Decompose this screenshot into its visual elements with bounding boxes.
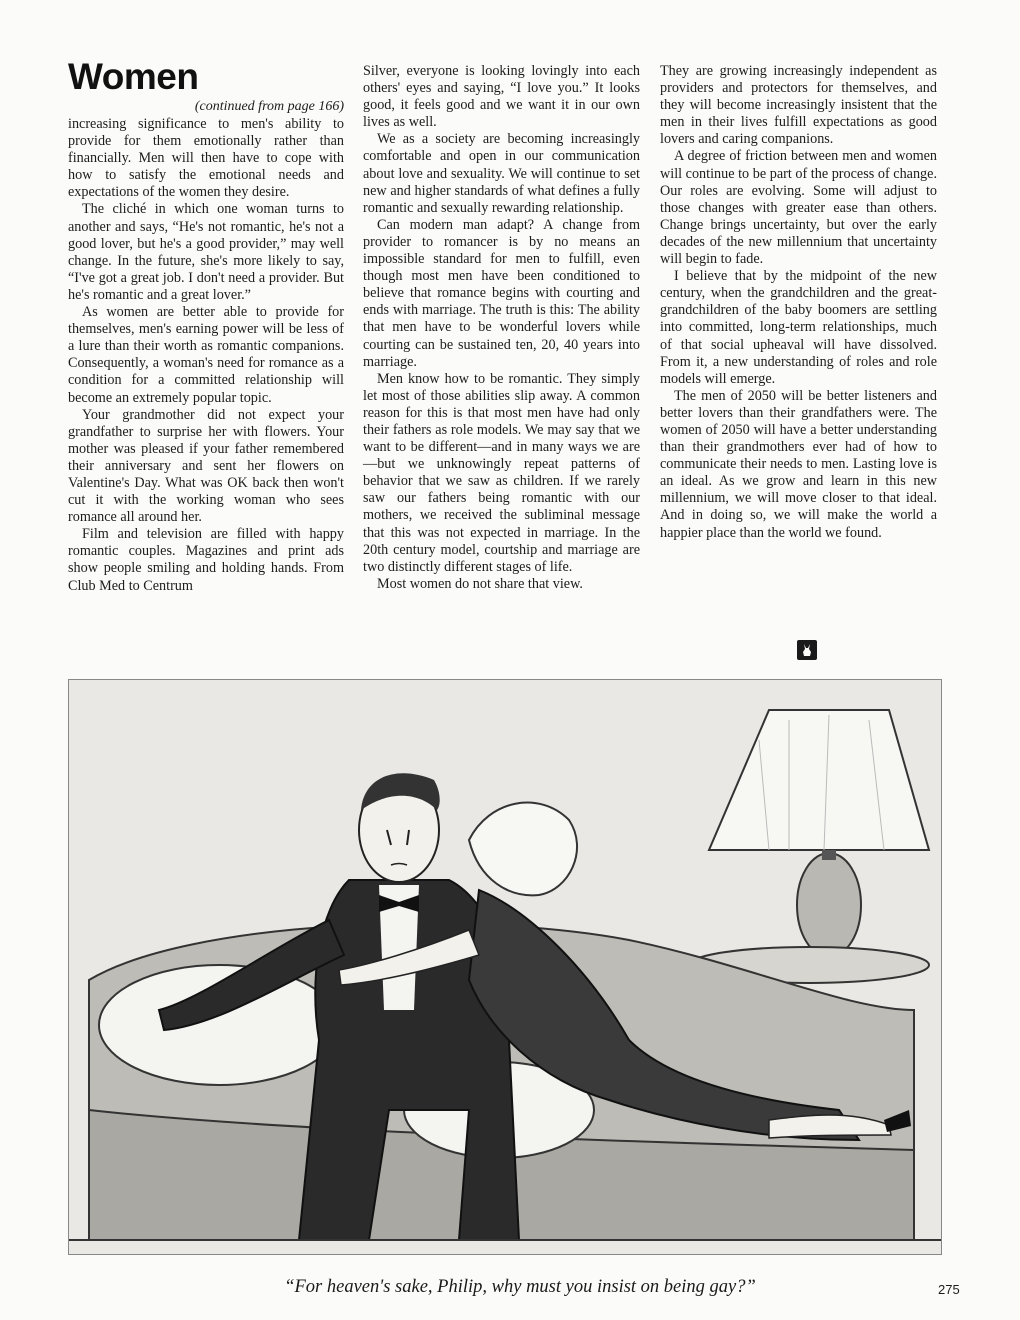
paragraph: Men know how to be romantic. They simply let most of those abilities slip away. A common reason for this is that most men have had only their fathers as role models. We may say that we want to be different—and in many ways we are—but we unknowingly repeat patterns of behavior that we saw as children. If we rarely saw our fathers being romantic with our mothers, we received the subliminal message that this was not expected in marriage. In the 20th century model, courtship and marriage are two distinctly different stages of life. bbox=[363, 370, 640, 575]
paragraph: Can modern man adapt? A change from provider to romancer is by no means an impossible standard for men to fulfill, even though most men have been conditioned to believe that romance begins with courting and ends with marriage. The truth is this: The ability that men have to be wonderful lovers while courting can be sustained ten, 20, 40 years into marriage. bbox=[363, 216, 640, 370]
paragraph: Your grandmother did not expect your grandfather to surprise her with flowers. Your mother was pleased if your father remembered their anniversary and sent her flowers on Valentine's Day. What was OK back then won't cut it with the working woman who sees romance all around her. bbox=[68, 406, 344, 526]
paragraph: A degree of friction between men and women will continue to be part of the process of change. Our roles are evolving. Some will adjust to those changes with greater ease than others. Change brings uncertainty, but over the early decades of the new millennium that uncertainty will begin to fade. bbox=[660, 148, 937, 268]
cartoon-caption: “For heaven's sake, Philip, why must you insist on being gay?” bbox=[284, 1277, 756, 1297]
continued-note: (continued from page 166) bbox=[194, 99, 344, 114]
paragraph: I believe that by the midpoint of the new century, when the grandchildren and the great-grandchildren of the baby boomers are settling into committed, long-term relationships, much of that social upheaval will have dissolved. From it, a new understanding of roles and role models will emerge. bbox=[660, 268, 937, 387]
text-column-1 bbox=[68, 116, 344, 595]
paragraph: They are growing increasingly independent as providers and protectors for themselves, and they will become increasingly insistent that the men in their lives fulfill expectations as good lovers and caring companions. bbox=[660, 63, 937, 148]
text-column-2 bbox=[363, 63, 640, 593]
paragraph: Film and television are filled with happy romantic couples. Magazines and print ads show people smiling and holding hands. From Club Med to Centrum bbox=[68, 526, 344, 594]
text-column-3 bbox=[660, 63, 937, 542]
paragraph: The men of 2050 will be better listeners and better lovers than their grandfathers were. The women of 2050 will have a better understanding than their grandmothers ever had of how to communicate their needs to men. Lasting love is an ideal. As we grow and learn in this new millennium, we will move closer to that ideal. And in doing so, we will make the world a happier place than the world we found. bbox=[660, 387, 937, 541]
rabbit-logo-icon bbox=[797, 640, 817, 660]
cartoon-illustration bbox=[68, 679, 942, 1255]
paragraph: increasing significance to men's ability to provide for them emotionally rather than financially. Men will then have to cope with how to satisfy the emotional needs and expectations of the women they desire. bbox=[68, 116, 344, 201]
paragraph: The cliché in which one woman turns to another and says, “He's not romantic, he's not a good lover, but he's a good provider,” may well change. In the future, she's more likely to say, “I've got a great job. I don't need a provider. But he's romantic and a great lover.” bbox=[68, 201, 344, 303]
page-number: 275 bbox=[938, 1282, 960, 1297]
paragraph: We as a society are becoming increasingly comfortable and open in our communication about love and sexuality. We will continue to set new and higher standards of what defines a fully romantic and sexually rewarding relationship. bbox=[363, 131, 640, 216]
paragraph: Silver, everyone is looking lovingly into each others' eyes and saying, “I love you.” It looks good, it feels good and we want it in our own lives as well. bbox=[363, 63, 640, 131]
paragraph: Most women do not share that view. bbox=[377, 575, 583, 592]
paragraph: As women are better able to provide for themselves, men's earning power will be less of a lure than their worth as romantic companions. Consequently, a woman's need for romance as a condition for a committed relationship will become an extremely popular topic. bbox=[68, 304, 344, 406]
article-title: Women bbox=[68, 56, 199, 97]
